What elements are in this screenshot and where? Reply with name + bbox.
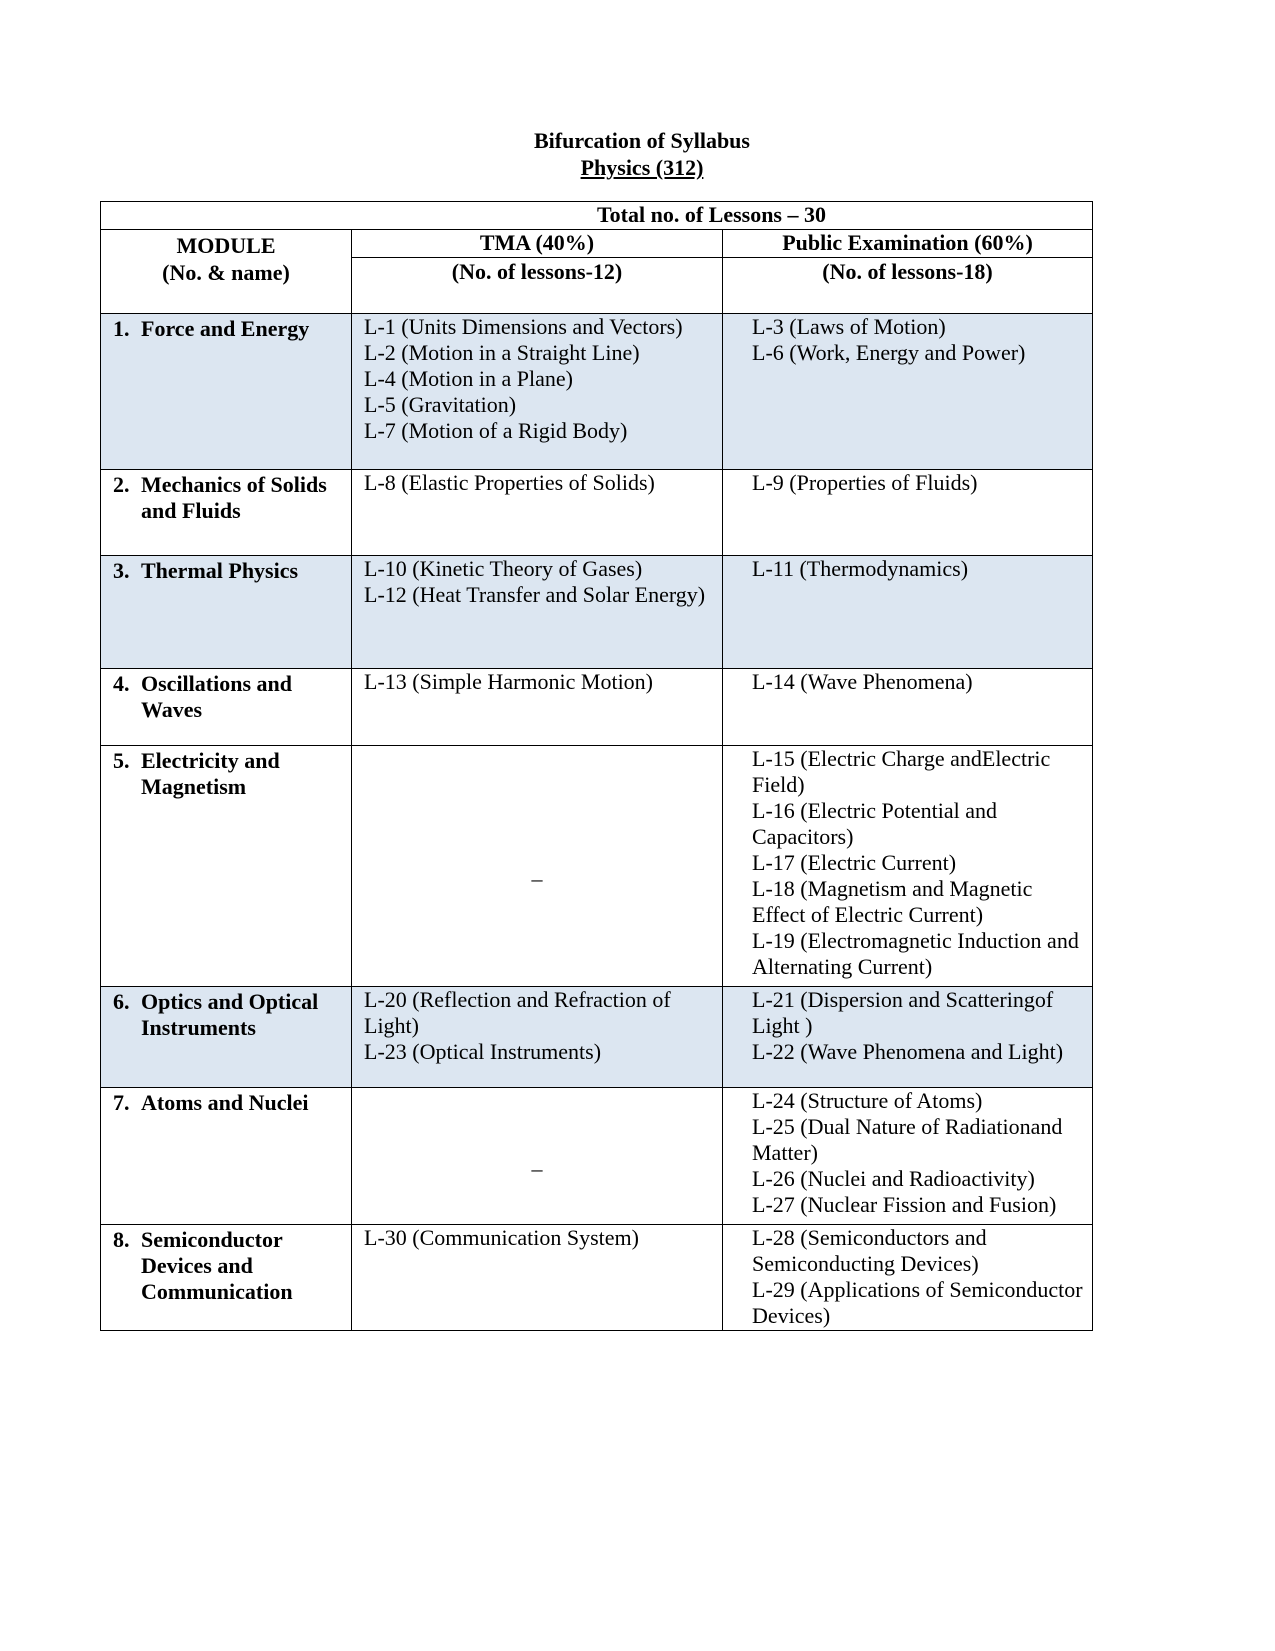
module-number: 7. <box>113 1090 130 1115</box>
tma-cell <box>352 1225 723 1330</box>
tma-cell <box>352 314 723 469</box>
table-row <box>101 1088 1092 1225</box>
module-name: Optics and Optical Instruments <box>141 989 319 1040</box>
pub-cell <box>723 314 1092 469</box>
lesson-item: L-18 (Magnetism and Magnetic Effect of Electric Current) <box>752 876 1033 927</box>
lesson-item: L-14 (Wave Phenomena) <box>752 669 973 694</box>
module-cell <box>101 556 352 668</box>
table-body <box>101 314 1092 1330</box>
total-lessons: Total no. of Lessons – 30 <box>101 202 1092 230</box>
module-header-line: MODULE <box>176 233 276 258</box>
lesson-item: L-19 (Electromagnetic Induction and Alternating Current) <box>752 928 1079 979</box>
tma-cell <box>352 987 723 1087</box>
module-cell <box>101 1225 352 1330</box>
tma-header-sub: (No. of lessons-12) <box>451 259 623 284</box>
module-cell <box>101 987 352 1087</box>
module-cell <box>101 746 352 986</box>
module-number: 8. <box>113 1227 130 1252</box>
pub-cell <box>723 1225 1092 1330</box>
module-name: Thermal Physics <box>141 558 299 583</box>
lesson-item: L-2 (Motion in a Straight Line) <box>364 340 640 365</box>
lesson-item: L-22 (Wave Phenomena and Light) <box>752 1039 1064 1064</box>
module-header <box>101 230 352 313</box>
lesson-item: L-30 (Communication System) <box>364 1225 639 1250</box>
lesson-item: L-1 (Units Dimensions and Vectors) <box>364 314 683 339</box>
module-cell <box>101 669 352 745</box>
tma-cell <box>352 556 723 668</box>
lesson-item: L-11 (Thermodynamics) <box>752 556 969 581</box>
module-number: 3. <box>113 558 130 583</box>
lesson-item: L-21 (Dispersion and Scatteringof Light ) <box>752 987 1054 1038</box>
tma-cell <box>352 1088 723 1224</box>
lesson-item: L-5 (Gravitation) <box>364 392 517 417</box>
lesson-item: L-6 (Work, Energy and Power) <box>752 340 1026 365</box>
lesson-item: L-8 (Elastic Properties of Solids) <box>364 470 655 495</box>
module-name: Electricity and Magnetism <box>141 748 280 799</box>
lesson-item: L-10 (Kinetic Theory of Gases) <box>364 556 643 581</box>
tma-cell <box>352 470 723 555</box>
tma-header <box>352 230 723 313</box>
lesson-item: L-7 (Motion of a Rigid Body) <box>364 418 628 443</box>
pub-cell <box>723 669 1092 745</box>
module-name: Atoms and Nuclei <box>141 1090 309 1115</box>
lesson-item: L-24 (Structure of Atoms) <box>752 1088 983 1113</box>
tma-header-title: TMA (40%) <box>352 230 722 258</box>
module-name: Mechanics of Solids and Fluids <box>141 472 327 523</box>
lesson-item: L-25 (Dual Nature of Radiationand Matter) <box>752 1114 1063 1165</box>
pub-header-title: Public Examination (60%) <box>723 230 1092 258</box>
module-name: Force and Energy <box>141 316 310 341</box>
pub-cell <box>723 987 1092 1087</box>
lesson-item: L-16 (Electric Potential and Capacitors) <box>752 798 997 849</box>
lesson-item: L-15 (Electric Charge andElectric Field) <box>752 746 1051 797</box>
module-name: Semiconductor Devices and Communication <box>141 1227 293 1304</box>
lesson-item: L-26 (Nuclei and Radioactivity) <box>752 1166 1035 1191</box>
module-name: Oscillations and Waves <box>141 671 292 722</box>
lesson-item: L-13 (Simple Harmonic Motion) <box>364 669 654 694</box>
module-number: 4. <box>113 671 130 696</box>
table-row <box>101 746 1092 987</box>
table-row <box>101 1225 1092 1330</box>
pub-cell <box>723 470 1092 555</box>
lesson-item: L-17 (Electric Current) <box>752 850 957 875</box>
pub-cell <box>723 556 1092 668</box>
lesson-item: L-23 (Optical Instruments) <box>364 1039 602 1064</box>
syllabus-table <box>100 201 1093 1331</box>
document-title: Bifurcation of Syllabus <box>534 128 750 153</box>
empty-dash: – <box>531 866 543 891</box>
module-header-line: (No. & name) <box>162 260 290 285</box>
table-row <box>101 470 1092 556</box>
lesson-item: L-20 (Reflection and Refraction of Light) <box>364 987 671 1038</box>
tma-cell <box>352 669 723 745</box>
document-subtitle: Physics (312) <box>580 155 704 180</box>
pub-cell <box>723 1088 1092 1224</box>
module-number: 2. <box>113 472 130 497</box>
lesson-item: L-4 (Motion in a Plane) <box>364 366 573 391</box>
tma-cell <box>352 746 723 986</box>
table-row <box>101 669 1092 746</box>
table-row <box>101 556 1092 669</box>
lesson-item: L-27 (Nuclear Fission and Fusion) <box>752 1192 1057 1217</box>
table-header <box>101 230 1092 314</box>
lesson-item: L-9 (Properties of Fluids) <box>752 470 978 495</box>
module-cell <box>101 1088 352 1224</box>
lesson-item: L-29 (Applications of Semiconductor Devices) <box>752 1277 1083 1328</box>
lesson-item: L-3 (Laws of Motion) <box>752 314 946 339</box>
pub-header-sub: (No. of lessons-18) <box>822 259 993 284</box>
module-number: 5. <box>113 748 130 773</box>
module-cell <box>101 470 352 555</box>
module-number: 1. <box>113 316 130 341</box>
pub-header <box>723 230 1092 313</box>
lesson-item: L-12 (Heat Transfer and Solar Energy) <box>364 582 706 607</box>
empty-dash: – <box>531 1156 543 1181</box>
pub-cell <box>723 746 1092 986</box>
module-number: 6. <box>113 989 130 1014</box>
table-row <box>101 987 1092 1088</box>
table-row <box>101 314 1092 470</box>
module-cell <box>101 314 352 469</box>
lesson-item: L-28 (Semiconductors and Semiconducting Devices) <box>752 1225 987 1276</box>
